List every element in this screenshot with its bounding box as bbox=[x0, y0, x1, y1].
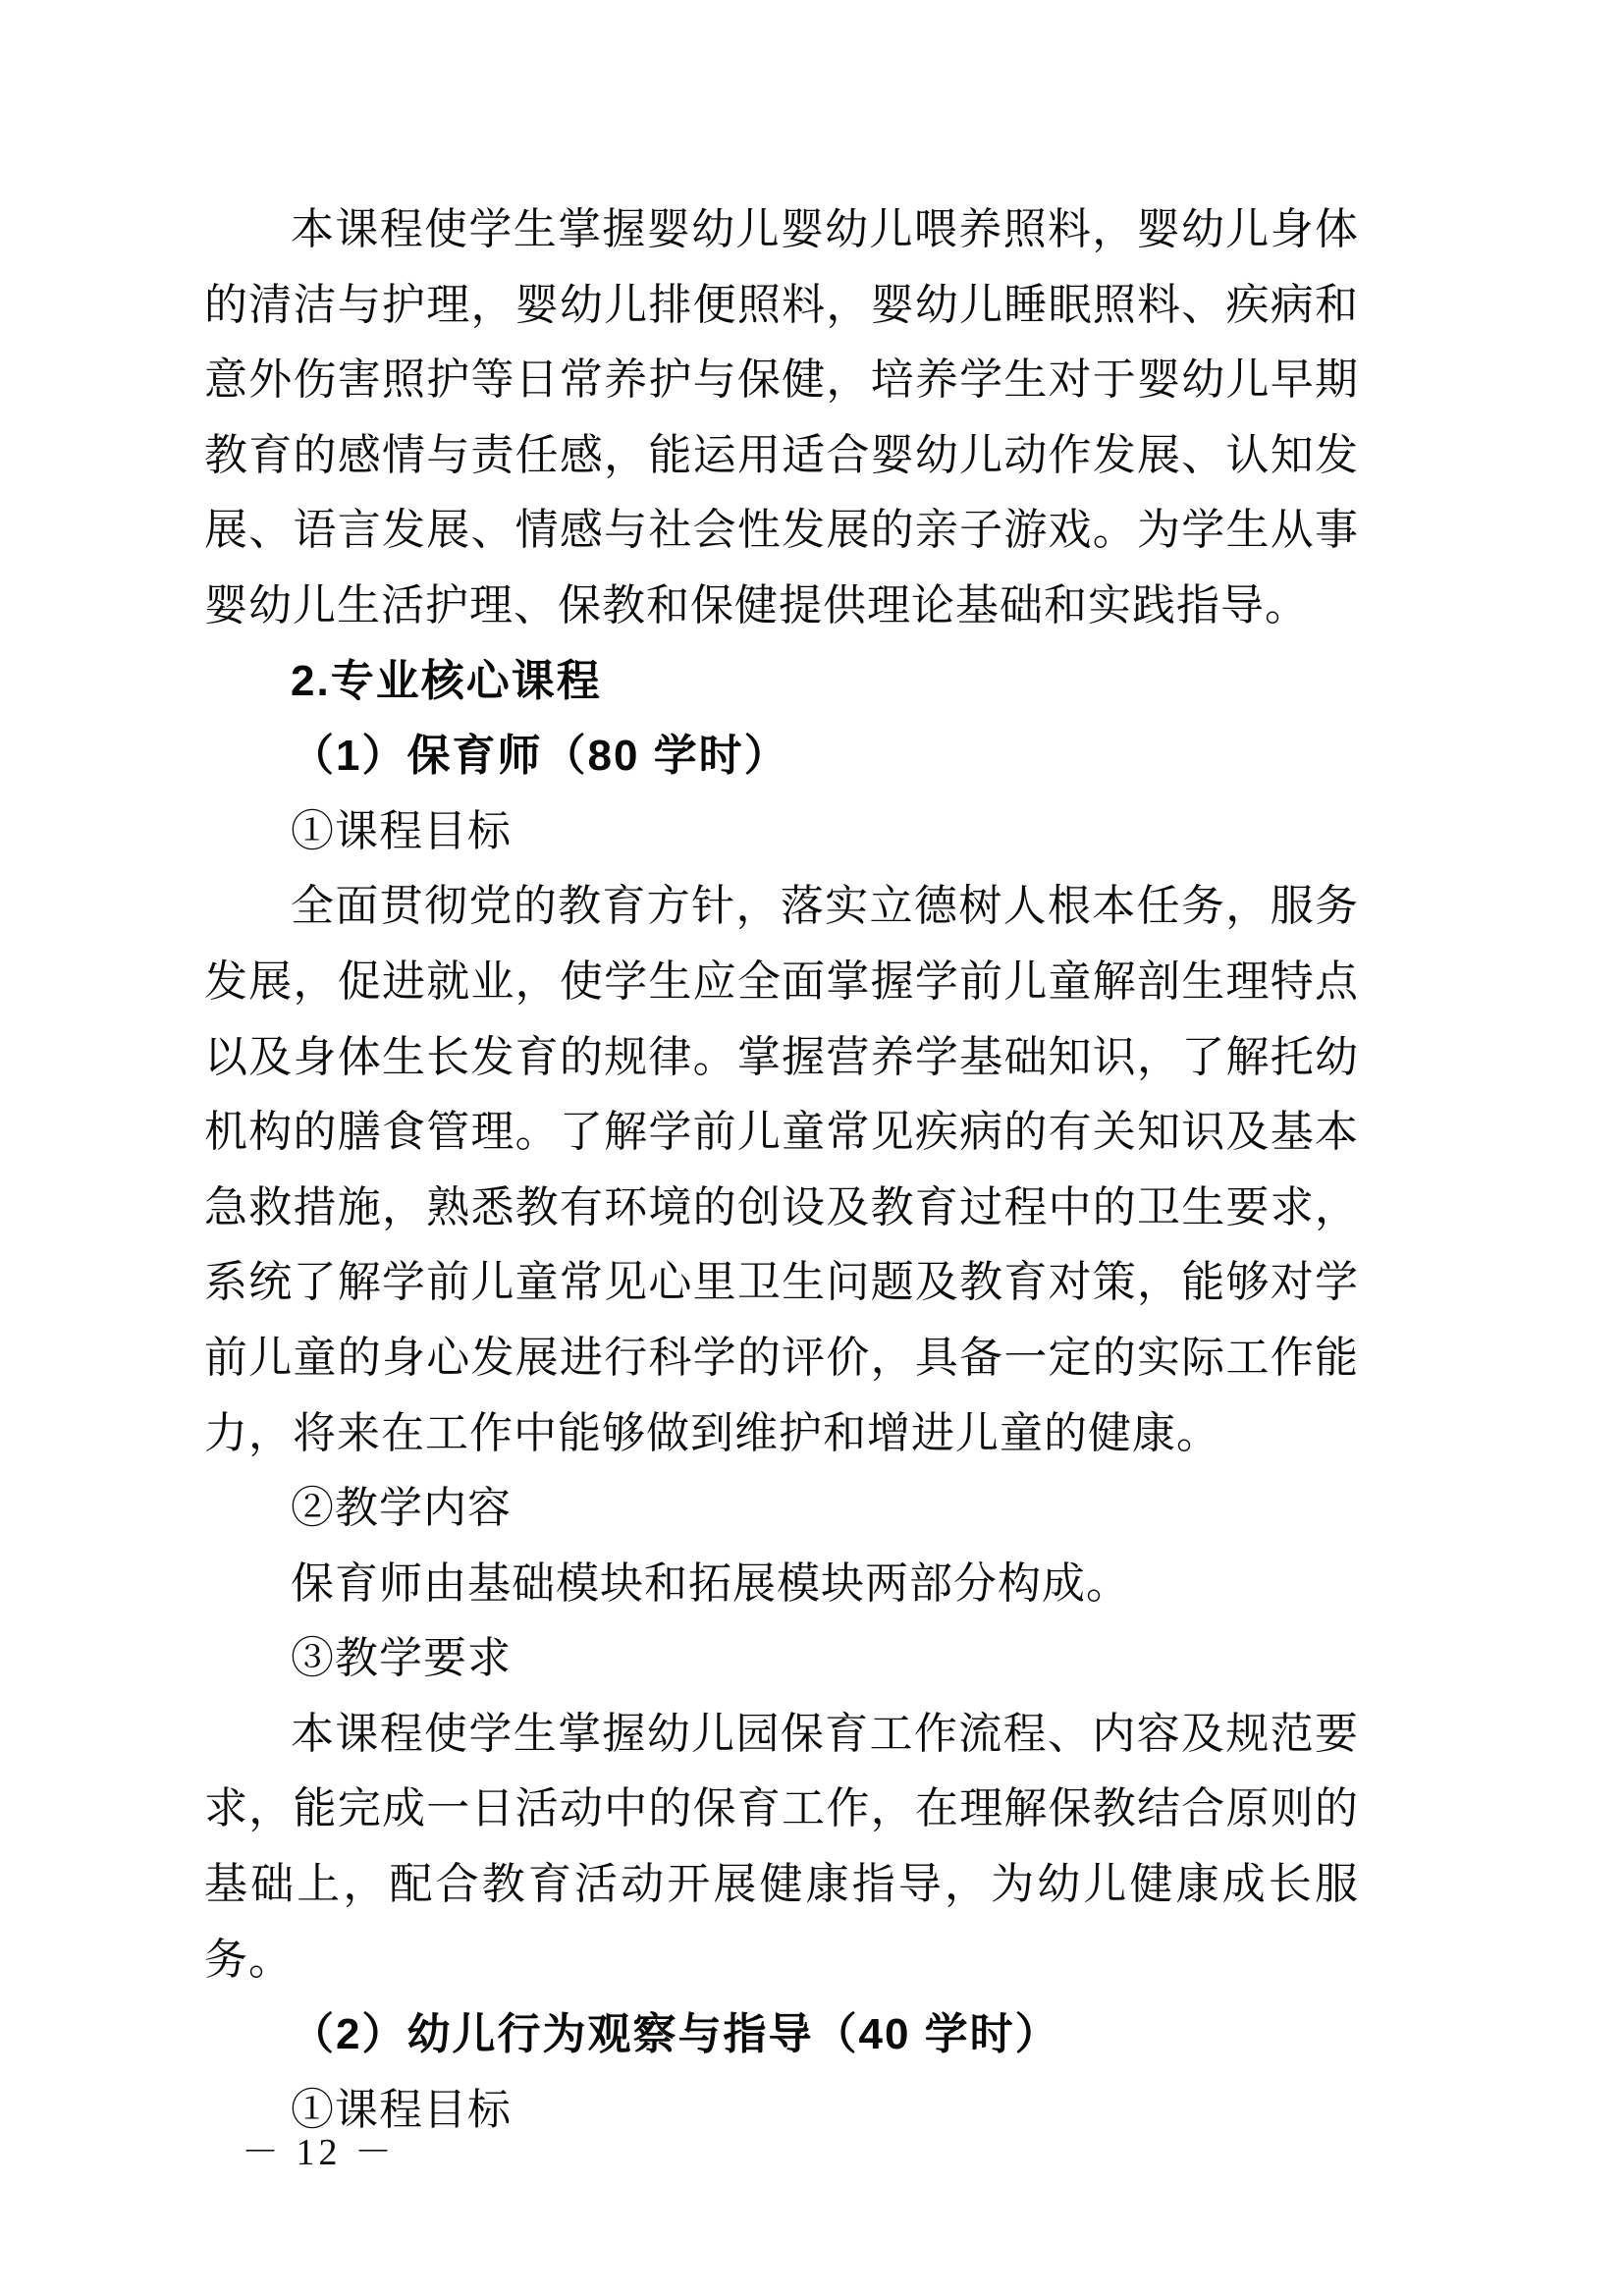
clause-label: ③教学要求 bbox=[291, 1634, 512, 1683]
paragraph: 本课程使学生掌握婴幼儿婴幼儿喂养照料，婴幼儿身体的清洁与护理，婴幼儿排便照料，婴幼儿睡眠照料、疾病和意外伤害照护等日常养护与保健，培养学生对于婴幼儿早期教育的感情与责任感，能运用适合婴幼儿动作发展、认知发展、语言发展、情感与社会性发展的亲子游戏。为学生从事婴幼儿生活护理、保教和保健提供理论基础和实践指导。 bbox=[204, 205, 1359, 629]
section-heading: （2）幼儿行为观察与指导（40 学时） bbox=[291, 2010, 1060, 2059]
paragraph: 本课程使学生掌握幼儿园保育工作流程、内容及规范要求，能完成一日活动中的保育工作，在理解保教结合原则的基础上，配合教育活动开展健康指导，为幼儿健康成长服务。 bbox=[204, 1709, 1359, 1984]
clause-label: ②教学内容 bbox=[291, 1484, 512, 1533]
section-heading: 2.专业核心课程 bbox=[291, 656, 602, 705]
section-heading: （1）保育师（80 学时） bbox=[291, 732, 789, 781]
paragraph: 全面贯彻党的教育方针，落实立德树人根本任务，服务发展，促进就业，使学生应全面掌握学前儿童解剖生理特点以及身体生长发育的规律。掌握营养学基础知识，了解托幼机构的膳食管理。了解学前儿童常见疾病的有关知识及基本急救措施，熟悉教有环境的创设及教育过程中的卫生要求，系统了解学前儿童常见心里卫生问题及教育对策，能够对学前儿童的身心发展进行科学的评价，具备一定的实际工作能力，将来在工作中能够做到维护和增进儿童的健康。 bbox=[204, 882, 1359, 1457]
clause-label: ①课程目标 bbox=[291, 806, 512, 855]
page-number: － 12 － bbox=[242, 2132, 397, 2173]
document-body bbox=[204, 192, 1359, 2148]
clause-label: ①课程目标 bbox=[291, 2085, 512, 2134]
paragraph: 保育师由基础模块和拓展模块两部分构成。 bbox=[291, 1558, 1130, 1608]
